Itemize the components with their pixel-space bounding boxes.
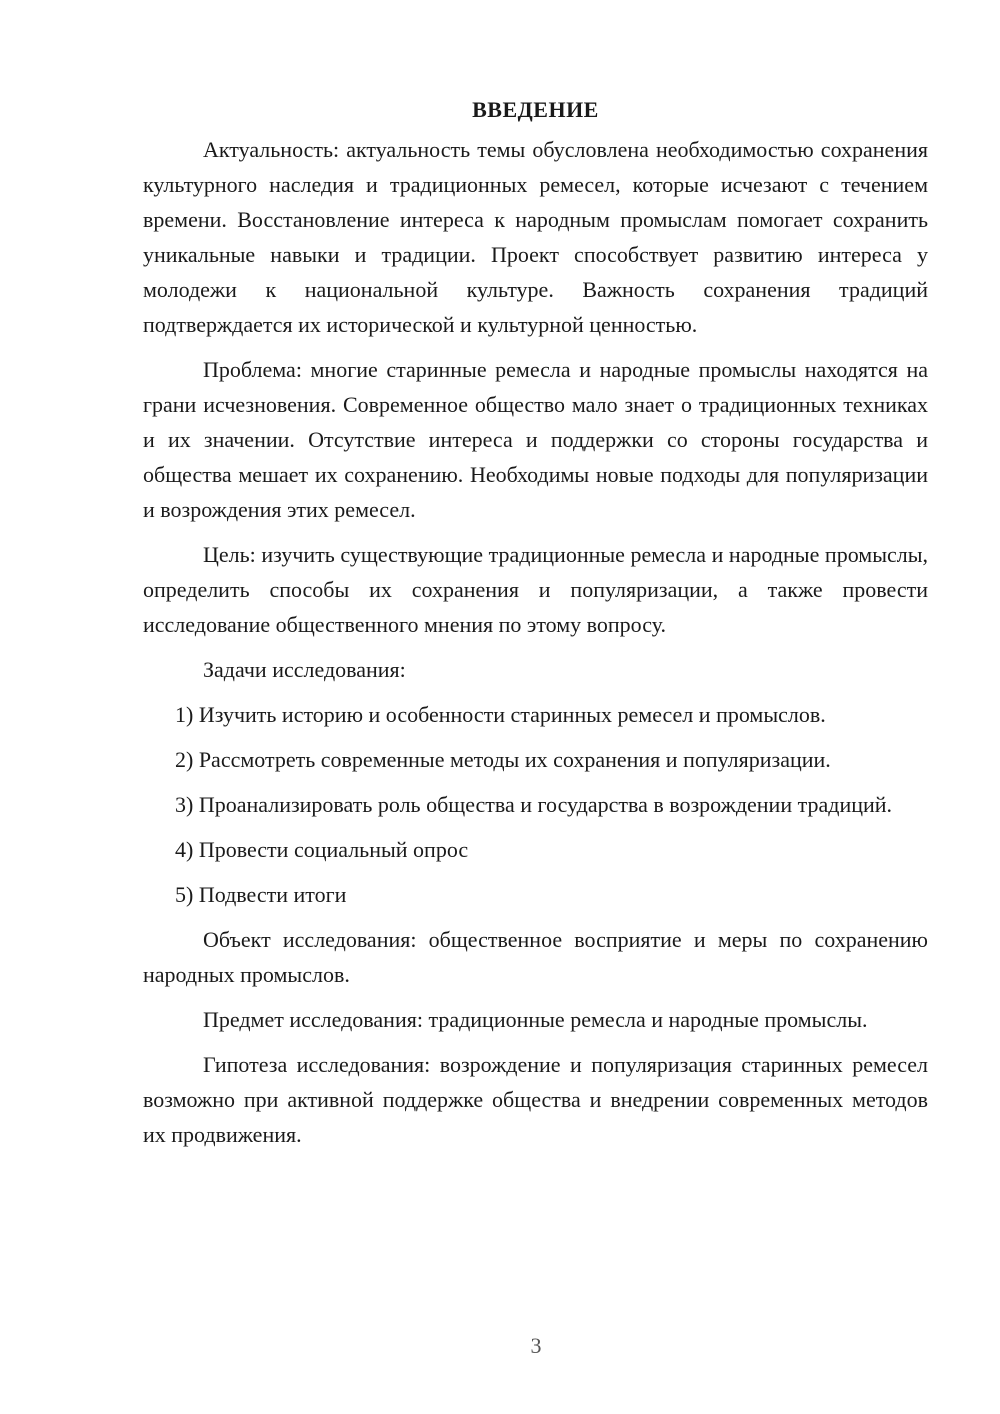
paragraph-hypothesis: Гипотеза исследования: возрождение и популяризация старинных ремесел возможно при активной поддержке общества и внедрении современных методов их продвижения. (143, 1052, 928, 1147)
paragraph-problem: Проблема: многие старинные ремесла и народные промыслы находятся на грани исчезновения. Современное общество мало знает о традиционных техниках и их значении. Отсутствие интереса и поддержки со стороны государства и общества мешает их сохранению. Необходимы новые подходы для популяризации и возрождения этих ремесел. (143, 357, 928, 522)
paragraph-tasks-heading: Задачи исследования: (203, 657, 406, 682)
paragraph-subject: Предмет исследования: традиционные ремесла и народные промыслы. (203, 1007, 868, 1032)
document-page (143, 92, 928, 1162)
task-item: 5) Подвести итоги (175, 882, 347, 907)
page-number: 3 (530, 1333, 542, 1358)
task-item: 1) Изучить историю и особенности старинных ремесел и промыслов. (175, 702, 826, 727)
section-title: ВВЕДЕНИЕ (472, 97, 599, 122)
paragraph-goal: Цель: изучить существующие традиционные ремесла и народные промыслы, определить способы их сохранения и популяризации, а также провести исследование общественного мнения по этому вопросу. (143, 542, 928, 637)
paragraph-object: Объект исследования: общественное восприятие и меры по сохранению народных промыслов. (143, 927, 928, 987)
task-item: 3) Проанализировать роль общества и государства в возрождении традиций. (175, 792, 893, 817)
task-item: 4) Провести социальный опрос (175, 837, 469, 862)
task-item: 2) Рассмотреть современные методы их сохранения и популяризации. (175, 747, 831, 772)
paragraph-relevance: Актуальность: актуальность темы обусловлена необходимостью сохранения культурного наследия и традиционных ремесел, которые исчезают с течением времени. Восстановление интереса к народным промыслам помогает сохранить уникальные навыки и традиции. Проект способствует развитию интереса у молодежи к национальной культуре. Важность сохранения традиций подтверждается их исторической и культурной ценностью. (143, 137, 928, 337)
